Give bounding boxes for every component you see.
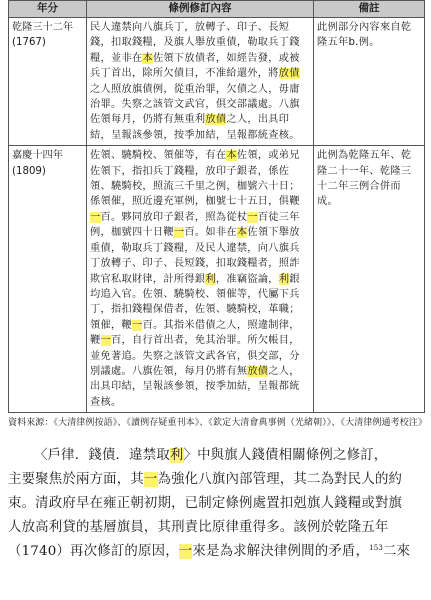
- text-run: 主要聚焦於兩方面，其: [8, 472, 144, 488]
- text-run: 佐領下放債者，如經告發，或被兵丁首出，除所欠債目，不准給還外，將: [90, 52, 300, 80]
- highlighted-term: 一: [173, 227, 185, 239]
- highlighted-term: 放債: [205, 114, 227, 126]
- text-run: 民人違禁向八旗兵丁，放轉子、印子、長短錢，扣取錢糧，及旗人舉放重債，勒取兵丁錢糧，並非在: [90, 22, 300, 64]
- highlighted-term: 利: [205, 273, 216, 285]
- text-run: 佐領、驍騎校、領催等，有在: [90, 150, 227, 162]
- table-row: [9, 146, 425, 413]
- footnote-ref: 153: [369, 544, 384, 553]
- year-label: 嘉慶十四年: [12, 150, 63, 162]
- statute-revision-table: [8, 0, 425, 413]
- highlighted-term: 一: [90, 211, 101, 223]
- text-run: 人放高利貸的基層旗員，其刑責比原律重得多。該例於乾隆五年: [8, 520, 389, 536]
- text-run: 佐領，或弟兄佐領下，指扣兵丁錢糧，放印子銀者，係佐領、驍騎校，照流三千里之例，枷號六十日；係領催，照近邊充軍例，枷號七十五日，俱鞭: [90, 150, 300, 208]
- body-line: [8, 444, 424, 468]
- highlighted-term: 放債: [247, 365, 269, 377]
- source-citation: 資料來源：《大清律例按語》、《讀例存疑重刊本》、《欽定大清會典事例（光緒朝）》、《大清律例通考校注》: [8, 418, 428, 429]
- body-line: [8, 516, 424, 540]
- text-run: 百。夥同放印子銀者，照為從杖: [100, 211, 248, 223]
- content-cell: [87, 146, 314, 413]
- text-run: 為強化八旗內部管理，其二為對民人的約: [157, 472, 403, 488]
- text-run: 〉中與旗人錢債相關條例之修訂，: [183, 448, 388, 464]
- highlighted-term: 一: [178, 544, 193, 560]
- document-page: [8, 0, 428, 564]
- text-run: ，准竊盜論，: [215, 273, 279, 285]
- note-cell: [314, 18, 425, 146]
- header-year: 年分: [9, 1, 87, 18]
- text-run: 二來: [383, 544, 411, 560]
- note-text: 此例部分內容來自乾隆五年b.例。: [317, 22, 412, 49]
- text-run: 束。清政府早在雍正朝初期，已制定條例處置扣剋旗人錢糧或對旗: [8, 496, 403, 512]
- text-run: 銀均追入官。佐領、驍騎校、領催等，代屬下兵丁，指扣錢糧保借者，佐領、驍騎校，革職；領催，鞭: [90, 273, 300, 331]
- body-line: [8, 540, 424, 564]
- highlighted-term: 本: [226, 150, 237, 162]
- content-cell: [87, 18, 314, 146]
- highlighted-term: 一: [100, 335, 111, 347]
- revision-text: [90, 148, 310, 410]
- highlighted-term: 利: [278, 273, 290, 285]
- year-cell: [9, 146, 87, 413]
- year-western: (1809): [12, 165, 46, 177]
- year-western: (1767): [12, 37, 46, 49]
- highlighted-term: 本: [142, 52, 153, 64]
- text-run: 百。其指米借債之人，照違制律，鞭: [90, 319, 300, 347]
- text-run: 之人照放旗債例，從重治罪，欠債之人，毋庸治罪。失察之該管文武官，俱交部議處。八旗佐領每月，仍將有無重利: [90, 83, 300, 126]
- header-note: 備註: [314, 1, 425, 18]
- body-paragraph: [8, 444, 424, 564]
- body-line: [8, 492, 424, 516]
- body-line: [8, 468, 424, 492]
- text-run: （1740）再次修訂的原因，: [8, 544, 179, 560]
- text-run: 之人，出具印結，呈報該參領，按季加結，呈報都統查核。: [90, 365, 300, 408]
- highlighted-term: 一: [131, 319, 143, 331]
- year-label: 乾隆三十二年: [12, 22, 74, 33]
- text-run: 之人，出具印結，呈報該參領，按季加結，呈報都統查核。: [90, 114, 300, 141]
- highlighted-term: 一: [247, 211, 258, 223]
- header-content: 條例修訂內容: [87, 1, 314, 18]
- text-run: 來是為求解決律例間的矛盾，: [192, 544, 370, 560]
- text-run: 百。如非在: [184, 227, 237, 239]
- note-text: 此例為乾隆五年、乾隆二十一年、乾隆三十二年三例合併而成。: [317, 150, 412, 208]
- text-run: 百，自行首出者，免其治罪。所欠帳目，並免著追。失察之該管文武各官，俱交部，分別議處。八旗佐領，每月仍將有無: [90, 335, 300, 377]
- year-cell: [9, 18, 87, 146]
- table-row: [9, 18, 425, 146]
- highlighted-term: 放債: [278, 68, 300, 80]
- text-run: 佐領下舉放重債，勒取兵丁錢糧，及民人違禁，向八旗兵丁放轉子、印子、長短錢，扣取錢糧者，照詐欺官私取財律，計所得銀: [90, 227, 300, 285]
- highlighted-term: 本: [236, 227, 248, 239]
- text-run: 〈戶律．錢債．違禁取: [34, 448, 170, 464]
- highlighted-term: 一: [143, 472, 158, 488]
- text-run: 百徒三年例，枷號四十日鞭: [90, 211, 300, 239]
- revision-text: [90, 20, 310, 143]
- highlighted-term: 利: [169, 448, 184, 464]
- table-header-row: [9, 1, 425, 18]
- note-cell: [314, 146, 425, 413]
